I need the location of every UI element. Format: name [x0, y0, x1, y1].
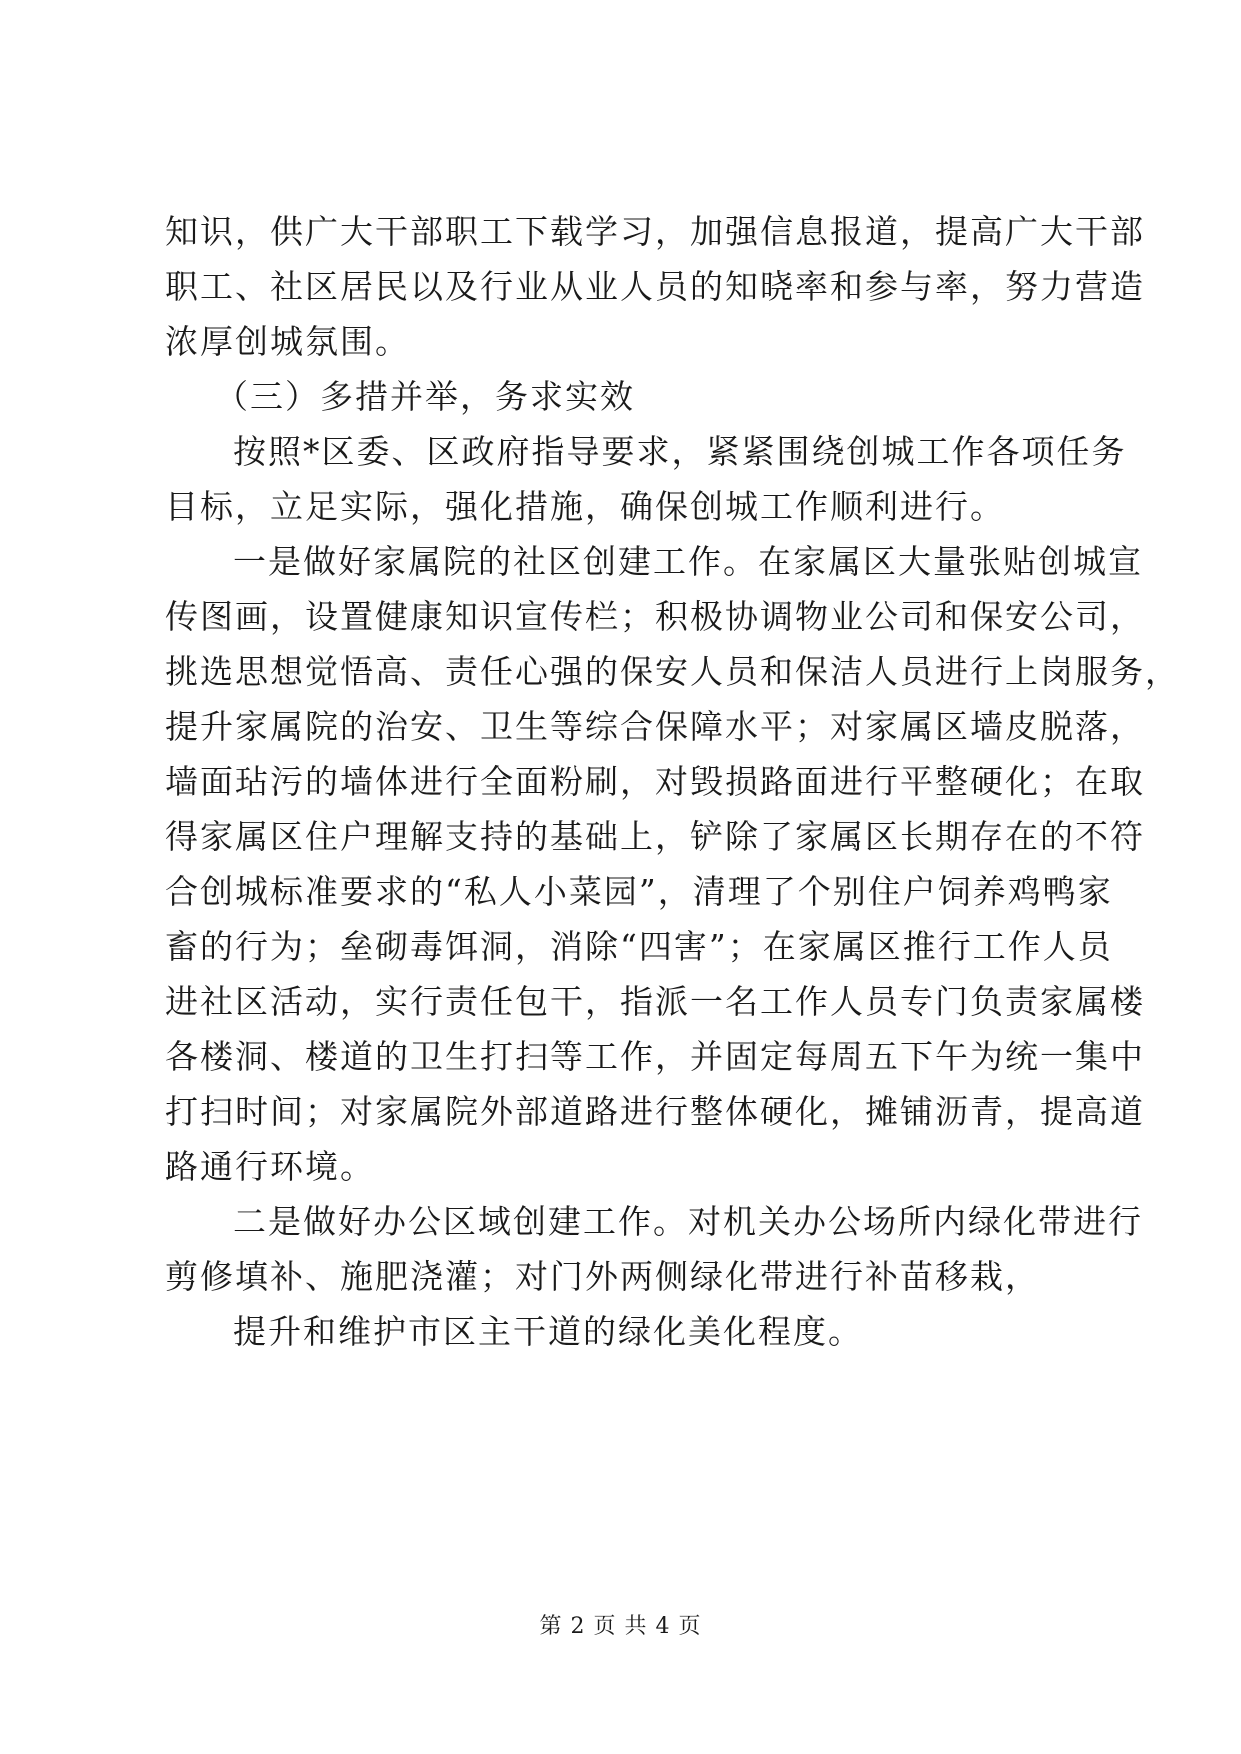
- text-line: 墙面玷污的墙体进行全面粉刷，对毁损路面进行平整硬化；在取: [165, 762, 1145, 801]
- text-line: 浓厚创城氛围。: [165, 322, 410, 361]
- text-line: 二是做好办公区域创建工作。对机关办公场所内绿化带进行: [233, 1202, 1143, 1241]
- text-line: 打扫时间；对家属院外部道路进行整体硬化，摊铺沥青，提高道: [165, 1092, 1145, 1131]
- section-heading: （三）多措并举，务求实效: [215, 377, 635, 416]
- text-line: 剪修填补、施肥浇灌；对门外两侧绿化带进行补苗移栽，: [165, 1257, 1040, 1296]
- text-line: 知识，供广大干部职工下载学习，加强信息报道，提高广大干部: [165, 212, 1145, 251]
- text-line: 目标，立足实际，强化措施，确保创城工作顺利进行。: [165, 487, 1005, 526]
- text-line: 畜的行为；垒砌毒饵洞，消除“四害”；在家属区推行工作人员: [165, 927, 1113, 966]
- text-line: 传图画，设置健康知识宣传栏；积极协调物业公司和保安公司，: [165, 597, 1145, 636]
- text-line: 按照*区委、区政府指导要求，紧紧围绕创城工作各项任务: [233, 432, 1127, 471]
- text-line: 各楼洞、楼道的卫生打扫等工作，并固定每周五下午为统一集中: [165, 1037, 1145, 1076]
- text-line: 得家属区住户理解支持的基础上，铲除了家属区长期存在的不符: [165, 817, 1145, 856]
- text-line: 职工、社区居民以及行业从业人员的知晓率和参与率，努力营造: [165, 267, 1145, 306]
- text-line: 挑选思想觉悟高、责任心强的保安人员和保洁人员进行上岗服务，: [165, 652, 1180, 691]
- text-line: 合创城标准要求的“私人小菜园”，清理了个别住户饲养鸡鸭家: [165, 872, 1113, 911]
- text-line: 进社区活动，实行责任包干，指派一名工作人员专门负责家属楼: [165, 982, 1145, 1021]
- page-number-footer: 第 2 页 共 4 页: [539, 1614, 702, 1639]
- text-line: 路通行环境。: [165, 1147, 375, 1186]
- text-line: 提升和维护市区主干道的绿化美化程度。: [233, 1312, 863, 1351]
- text-line: 提升家属院的治安、卫生等综合保障水平；对家属区墙皮脱落，: [165, 707, 1145, 746]
- text-line: 一是做好家属院的社区创建工作。在家属区大量张贴创城宣: [233, 542, 1143, 581]
